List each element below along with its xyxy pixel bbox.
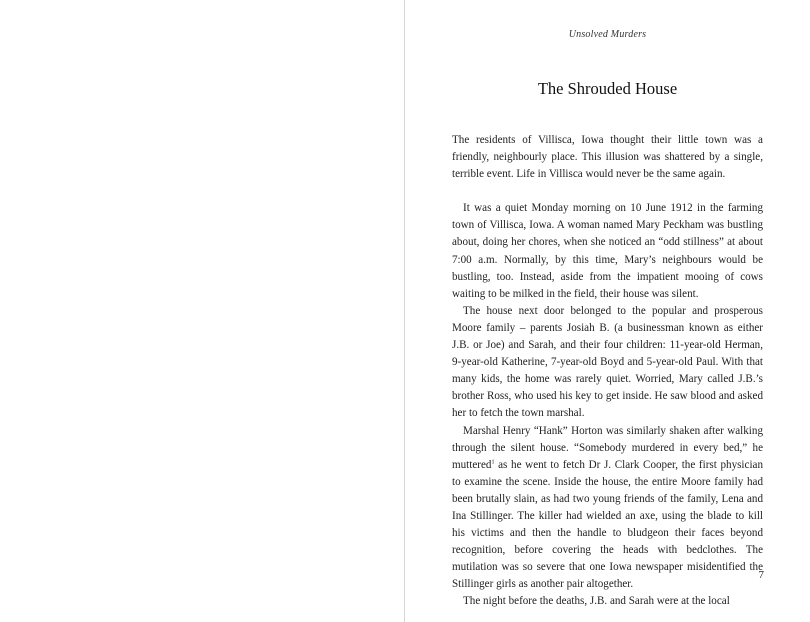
running-head: Unsolved Murders <box>568 29 647 40</box>
page-number: 7 <box>758 569 764 581</box>
left-page <box>0 0 404 622</box>
paragraph-1: It was a quiet Monday morning on 10 June 1912 in the farming town of Villisca, Iowa. A woman named Mary Peckham was bustling about, doing her chores, when she noticed an “odd stillness” at about 7:00 a.m. Normally, by this time, Mary’s neighbours would be bustling, too. Instead, aside from the impatient mooing of cows waiting to be milked in the field, their house was silent. <box>452 202 763 300</box>
chapter-title: The Shrouded House <box>537 79 678 98</box>
paragraph-2: The house next door belonged to the popular and prosperous Moore family – parents Josiah B. (a businessman known as either J.B. or Joe) and Sarah, and their four children: 11-year-old Herman, 9-year-old Katherine, 7-year-old Boyd and 5-year-old Paul. With that many kids, the home was rarely quiet. Worried, Mary called J.B.’s brother Ross, who used his key to get inside. He saw blood and asked her to fetch the town marshal. <box>452 304 763 420</box>
body-text <box>452 132 763 611</box>
footnote-marker: 1 <box>491 459 495 465</box>
right-page <box>405 0 810 622</box>
paragraph-4: The night before the deaths, J.B. and Sarah were at the local <box>463 595 730 608</box>
paragraph-3-text-b: as he went to fetch Dr J. Clark Cooper, the first physician to examine the scene. Inside the house, the entire Moore family had been brutally slain, as had two young friends of the family, Lena and Ina Stillinger. The killer had wielded an axe, using the blade to kill his victims and then the handle to bludgeon their faces beyond recognition, before covering the heads with bedclothes. The mutilation was so severe that one Iowa newspaper misidentified the Stillinger girls as another pair altogether. <box>452 458 763 591</box>
paragraph-3 <box>452 423 763 594</box>
intro-paragraph: The residents of Villisca, Iowa thought their little town was a friendly, neighbourly place. This illusion was shattered by a single, terrible event. Life in Villisca would never be the same again. <box>452 134 763 181</box>
paragraph-3-text-a: Marshal Henry “Hank” Horton was similarly shaken after walking through the silent house. “Somebody murdered in every bed,” he muttered <box>452 424 763 471</box>
